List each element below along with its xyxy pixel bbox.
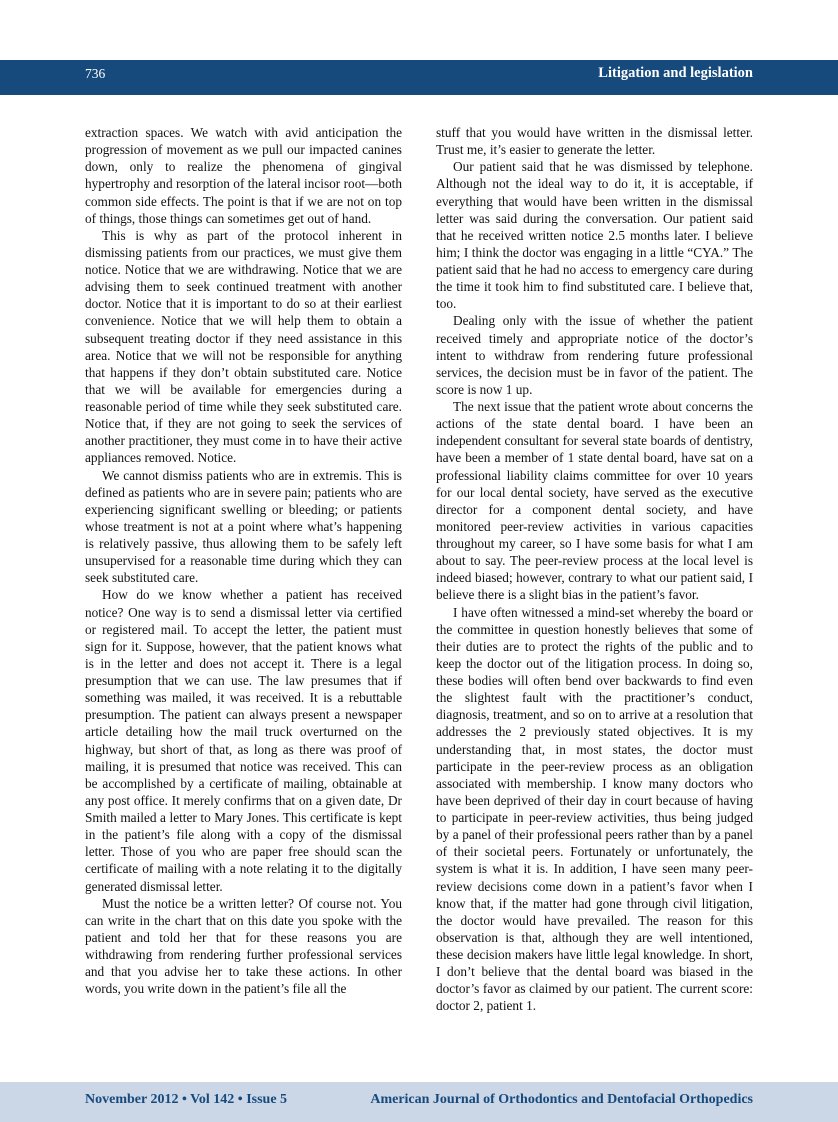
section-title: Litigation and legislation <box>598 65 753 81</box>
paragraph: stuff that you would have written in the dismissal letter. Trust me, it’s easier to generate the letter. <box>436 125 753 158</box>
paragraph: The next issue that the patient wrote about concerns the actions of the state dental board. I have been an independent consultant for several state boards of dentistry, have been a member of 1 state dental board, have sat on a professional liability claims committee for over 10 years for our local dental society, have served as the executive director for a component dental society, and have monitored peer-review activities in various capacities throughout my career, so I have some basis for what I am about to say. The peer-review process at the local level is indeed biased; however, contrary to what our patient said, I believe there is a slight bias in the patient’s favor. <box>436 399 753 603</box>
paragraph: extraction spaces. We watch with avid anticipation the progression of movement as we pull our impacted canines down, only to realize the phenomena of gingival hypertrophy and resorption of the lateral incisor root—both common side effects. The point is that if we are not on top of things, those things can sometimes get out of hand. <box>85 125 402 226</box>
paragraph: Must the notice be a written letter? Of course not. You can write in the chart that on this date you spoke with the patient and told her that for these reasons you are withdrawing from rendering further professional services and that you advise her to take these actions. In other words, you write down in the patient’s file all the <box>85 895 402 997</box>
paragraph: This is why as part of the protocol inherent in dismissing patients from our practices, we must give them notice. Notice that we are withdrawing. Notice that we are advising them to seek continued treatment with another doctor. Notice that it is important to do so at their earliest convenience. Notice that we will help them to obtain a subsequent treating doctor if they need assistance in this area. Notice that we will not be responsible for anything that happens if they don’t obtain substituted care. Notice that we will be available for emergencies during a reasonable period of time while they seek substituted care. Notice that, if they are not going to seek the services of another practitioner, they must come in to have their active appliances removed. Notice. <box>85 227 402 466</box>
paragraph: I have often witnessed a mind-set whereby the board or the committee in question honestly believes that some of their duties are to protect the rights of the public and to keep the doctor out of the litigation process. In doing so, these bodies will often bend over backwards to find even the slightest fault with the practitioner’s conduct, diagnosis, treatment, and so on to arrive at a resolution that addresses the 2 previously stated objectives. It is my understanding that, in most states, the doctor must participate in the peer-review process as an obligation associated with membership. I know many doctors who have been deprived of their day in court because of having to participate in peer-review activities, thus being judged by a panel of their professional peers rather than by a panel of their societal peers. Fortunately or unfortunately, the system is what it is. In addition, I have seen many peer-review decisions come down in a patient’s favor when I know that, if the matter had gone through civil litigation, the doctor would have prevailed. The reason for this observation is that, although they are well intentioned, these decision makers have little legal knowledge. In short, I don’t believe that the dental board was biased in the doctor’s favor as claimed by our patient. The current score: doctor 2, patient 1. <box>436 604 753 1014</box>
left-column <box>85 124 402 997</box>
paragraph: Dealing only with the issue of whether the patient received timely and appropriate notice of the doctor’s intent to withdraw from rendering future professional services, the decision must be in favor of the patient. The score is now 1 up. <box>436 313 753 397</box>
issue-info: November 2012 • Vol 142 • Issue 5 <box>85 1092 288 1107</box>
running-footer <box>0 1082 838 1122</box>
journal-name: American Journal of Orthodontics and Dentofacial Orthopedics <box>370 1092 753 1107</box>
paragraph: How do we know whether a patient has received notice? One way is to send a dismissal letter via certified or registered mail. To accept the letter, the patient must sign for it. Suppose, however, that the patient knows what is in the letter and does not accept it. There is a legal presumption that we can use. The law presumes that if something was mailed, it was received. It is a rebuttable presumption. The patient can always present a newspaper article detailing how the mail truck overturned on the highway, but short of that, as long as there was proof of mailing, it is presumed that notice was received. This can be accomplished by a certificate of mailing, obtainable at any post office. It merely confirms that on a given date, Dr Smith mailed a letter to Mary Jones. This certificate is kept in the patient’s file along with a copy of the dismissal letter. Those of you who are paper free should scan the certificate of mailing with a note relating it to the digitally generated dismissal letter. <box>85 587 402 894</box>
paragraph: Our patient said that he was dismissed by telephone. Although not the ideal way to do it, it is acceptable, if everything that would have been written in the dismissal letter was said during the conversation. Our patient said that he received written notice 2.5 months later. I believe him; I think the doctor was engaging in a little “CYA.” The patient said that he had no access to emergency care during the time it took him to find substituted care. I believe that, too. <box>436 159 753 312</box>
right-column <box>436 124 753 1015</box>
running-header <box>0 60 838 95</box>
paragraph: We cannot dismiss patients who are in extremis. This is defined as patients who are in severe pain; patients who are experiencing significant swelling or bleeding; or patients whose treatment is not at a point where what’s happening is relatively passive, thus allowing them to be safely left unsupervised for a reasonable time during which they can seek substituted care. <box>85 467 402 586</box>
page-number: 736 <box>85 66 106 81</box>
